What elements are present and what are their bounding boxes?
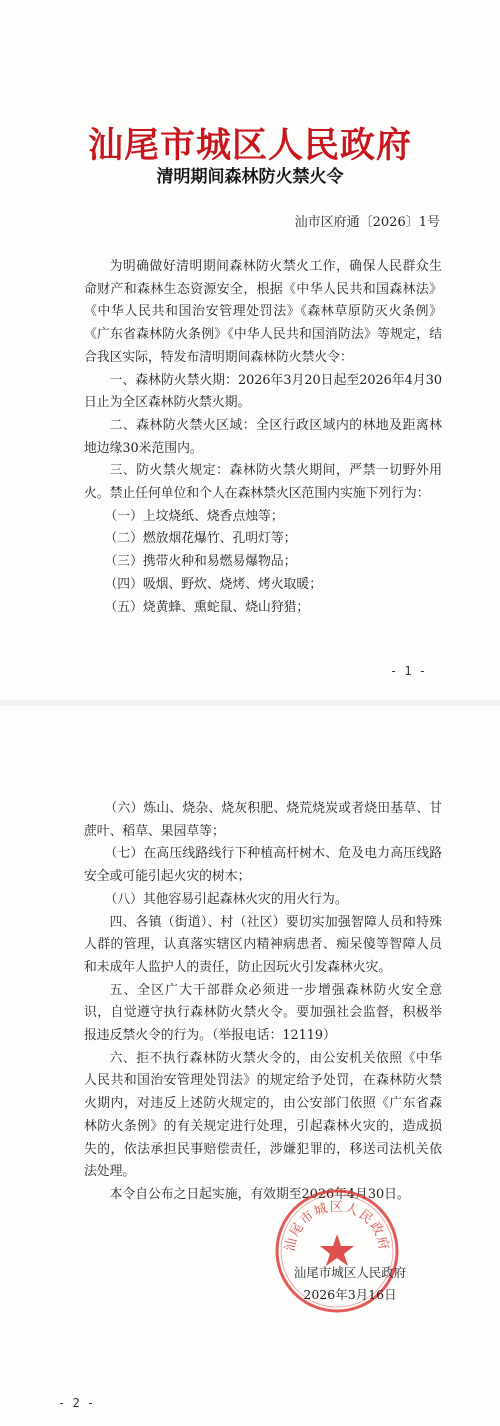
notice-title: 清明期间森林防火禁火令	[156, 167, 344, 187]
document-page-1	[0, 0, 500, 700]
article-2-paragraph: 二、森林防火禁火区域：全区行政区域内的林地及距离林地边缘30米范围内。	[84, 417, 442, 456]
prohibited-item-1: （一）上坟烧纸、烧香点烛等；	[104, 508, 284, 524]
article-1-paragraph: 一、森林防火禁火期：2026年3月20日起至2026年4月30日止为全区森林防火禁火期。	[84, 372, 442, 411]
prohibited-item-7: （七）在高压线路线行下种植高杆树木、危及电力高压线路安全或可能引起火灾的树木；	[84, 846, 442, 885]
preamble-paragraph: 为明确做好清明期间森林防火禁火工作，确保人民群众生命财产和森林生态资源安全，根据《中华人民共和国森林法》《中华人民共和国治安管理处罚法》《森林草原防灭火条例》《广东省森林防火条例》《中华人民共和国消防法》等规定，结合我区实际，特发布清明期间森林防火禁火令：	[84, 259, 442, 365]
article-3-paragraph: 三、防火禁火规定：森林防火禁火期间，严禁一切野外用火。禁止任何单位和个人在森林禁火区范围内实施下列行为：	[84, 463, 442, 502]
article-6-paragraph: 六、拒不执行森林防火禁火令的，由公安机关依照《中华人民共和国治安管理处罚法》的规定给予处罚，在森林防火禁火期内，对违反上述防火规定的，由公安部门依照《广东省森林防火条例》的有关规定进行处理，引起森林火灾的，造成损失的，依法承担民事赔偿责任，涉嫌犯罪的，移送司法机关依法处理。	[84, 1050, 442, 1180]
prohibited-item-4: （四）吸烟、野炊、烧烤、烤火取暖；	[104, 576, 323, 592]
effective-date-paragraph: 本令自公布之日起实施，有效期至2026年4月30日。	[109, 1186, 410, 1202]
prohibited-item-5: （五）烧黄蜂、熏蛇鼠、烧山狩猎；	[104, 599, 310, 615]
signature-block	[270, 1262, 430, 1306]
prohibited-item-2: （二）燃放烟花爆竹、孔明灯等；	[104, 531, 297, 547]
page1-body	[84, 256, 442, 619]
prohibited-item-8: （八）其他容易引起森林火灾的用火行为。	[104, 891, 348, 907]
issuer-name: 汕尾市城区人民政府	[293, 1265, 407, 1280]
article-5-paragraph: 五、全区广大干部群众必须进一步增强森林防火安全意识，自觉遵守执行森林防火禁火令。要加强社会监督，积极举报违反禁火令的行为。（举报电话：12119）	[84, 982, 442, 1044]
document-number: 汕市区府通〔2026〕1号	[294, 215, 440, 230]
page-number-1: - 1 -	[389, 664, 426, 678]
page2-body	[84, 798, 442, 1207]
prohibited-item-6: （六）炼山、烧杂、烧灰积肥、烧荒烧炭或者烧田基草、甘蔗叶、稻草、果园草等；	[84, 801, 442, 839]
agency-title: 汕尾市城区人民政府	[87, 126, 412, 166]
article-4-paragraph: 四、各镇（街道）、村（社区）要切实加强智障人员和特殊人群的管理，认真落实辖区内精神病患者、痴呆傻等智障人员和未成年人监护人的责任，防止因玩火引发森林火灾。	[84, 914, 442, 975]
page-number-2: - 2 -	[58, 1396, 95, 1410]
seal-text: 汕尾市城区人民政府	[282, 1200, 392, 1253]
prohibited-item-3: （三）携带火种和易燃易爆物品；	[104, 554, 297, 570]
issue-date: 2026年3月16日	[303, 1287, 397, 1302]
